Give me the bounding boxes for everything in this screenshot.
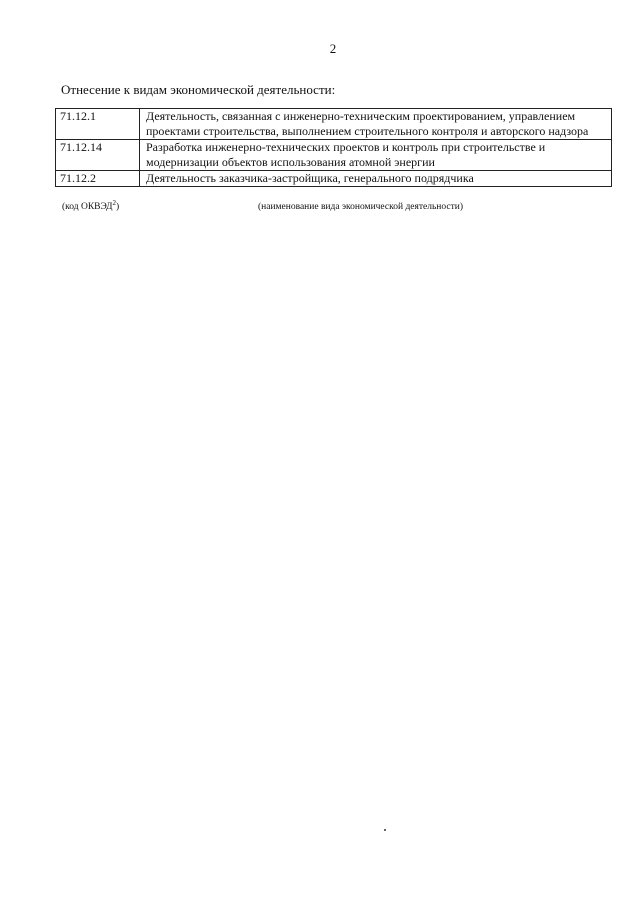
okved-code: 71.12.14 [56,140,140,171]
okved-table [55,108,612,187]
scan-dot-mark [384,829,386,831]
activity-description: Разработка инженерно-технических проектов и контроль при строительстве и модернизации объектов использования атомной энергии [140,140,612,171]
activity-description: Деятельность, связанная с инженерно-техническим проектированием, управлением проектами строительства, выполнением строительного контроля и авторского надзора [140,109,612,140]
activity-description: Деятельность заказчика-застройщика, генерального подрядчика [140,171,612,187]
table-row [56,109,612,140]
activity-name-caption: (наименование вида экономической деятельности) [258,202,463,212]
table-row [56,140,612,171]
footnote-marker: 2 [112,199,116,207]
okved-code-caption [62,199,120,212]
okved-code: 71.12.1 [56,109,140,140]
okved-code: 71.12.2 [56,171,140,187]
page-number: 2 [329,41,337,56]
section-heading: Отнесение к видам экономической деятельности: [61,82,336,97]
table-row [56,171,612,187]
okved-code-caption-close: ) [115,202,120,212]
okved-code-caption-text: (код ОКВЭД [62,202,113,212]
